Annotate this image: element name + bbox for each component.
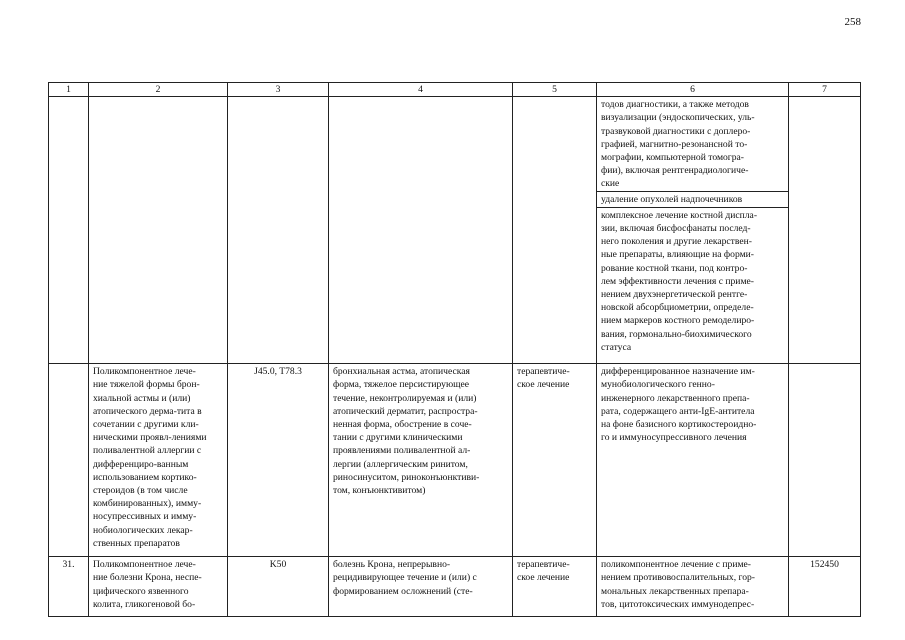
treatment-type-text: терапевтиче- ское лечение [517,559,570,584]
sum-cell [789,557,861,617]
patient-model-cell [329,97,513,364]
treatment-type-cell [513,97,597,364]
column-number: 2 [89,83,228,97]
row-number: 31. [62,559,75,571]
page-number: 258 [844,16,861,28]
table-row-continuation [49,97,861,364]
method-text: поликомпонентное лечение с приме- нением противовоспалительных, гор- мональных лекарственных препара- тов, цитотоксических иммунодепрес- [601,559,756,610]
column-number: 3 [228,83,329,97]
column-number: 1 [49,83,89,97]
treatment-type-text: терапевтиче- ское лечение [517,366,570,391]
column-number: 7 [789,83,861,97]
description-text: Поликомпонентное лече- ние болезни Крона, неспе- цифического язвенного колита, гликогеновой бо- [93,559,202,610]
medical-care-table [48,82,861,617]
codes-text: K50 [269,559,287,571]
method-text: комплексное лечение костной диспла- зии, включая бисфосфанаты послед- него поколения и другие лекарствен- ные препараты, влияющие на форми- рование костной ткани, под контро- лем эффективности лечения с приме- нением двухэнергетической рентге- новской абсорбциометрии, определе- нием маркеров костного ремоделиро- вания, гормонально-биохимического статуса [597,207,788,355]
patient-model-text: бронхиальная астма, атопическая форма, тяжелое персистирующее течение, неконтролируемая и (или) атопический дерматит, распростра- ненная форма, обострение в соче- тании с другими клиническими проявлениями поливалентной ал- лергии (аллергическим ринитом, риносинуситом, риноконъюнктиви- том, конъюнктивитом) [333,366,480,497]
row-number-cell [49,97,89,364]
patient-model-cell [329,364,513,557]
method-cell [597,97,789,364]
treatment-type-cell [513,557,597,617]
patient-model-cell [329,557,513,617]
method-cell [597,557,789,617]
codes-cell [228,557,329,617]
description-cell [89,364,228,557]
method-cell [597,364,789,557]
row-number-cell [49,557,89,617]
method-text: дифференцированное назначение им- мунобиологического генно- инженерного лекарственного препа- рата, содержащего анти-IgE-антитела на фоне базисного кортикостероидно- го и иммуносупрессивного лечения [601,366,757,444]
codes-cell [228,97,329,364]
treatment-type-cell [513,364,597,557]
column-number: 6 [597,83,789,97]
codes-text: J45.0, T78.3 [254,366,302,378]
sum-value: 152450 [810,559,839,571]
column-number: 5 [513,83,597,97]
column-number-row [49,83,861,97]
description-cell [89,97,228,364]
table-row-31 [49,557,861,617]
method-text: тодов диагностики, а также методов визуализации (эндоскопических, уль- тразвуковой диагностики с доплеро- графией, магнитно-резонансной то- мографии, компьютерной томогра- фии), включая рентгенрадиологиче- ские [601,99,755,190]
description-cell [89,557,228,617]
row-number-cell [49,364,89,557]
method-text: удаление опухолей надпочечников [597,191,788,207]
description-text: Поликомпонентное лече- ние тяжелой формы брон- хиальной астмы и (или) атопического дерма-тита в сочетании с другими кли- ническими проявл-лениями поливалентной аллергии с дифференциро-ванным использованием кортико- стероидов (в том числе комбинированных), имму- носупрессивных и имму- нобиологических лекар- ственных препаратов [93,366,207,549]
codes-cell [228,364,329,557]
patient-model-text: болезнь Крона, непрерывно- рецидивирующее течение и (или) с формированием осложнений (сте- [333,559,477,597]
table-row-allergy [49,364,861,557]
column-number: 4 [329,83,513,97]
sum-cell [789,364,861,557]
sum-cell [789,97,861,364]
